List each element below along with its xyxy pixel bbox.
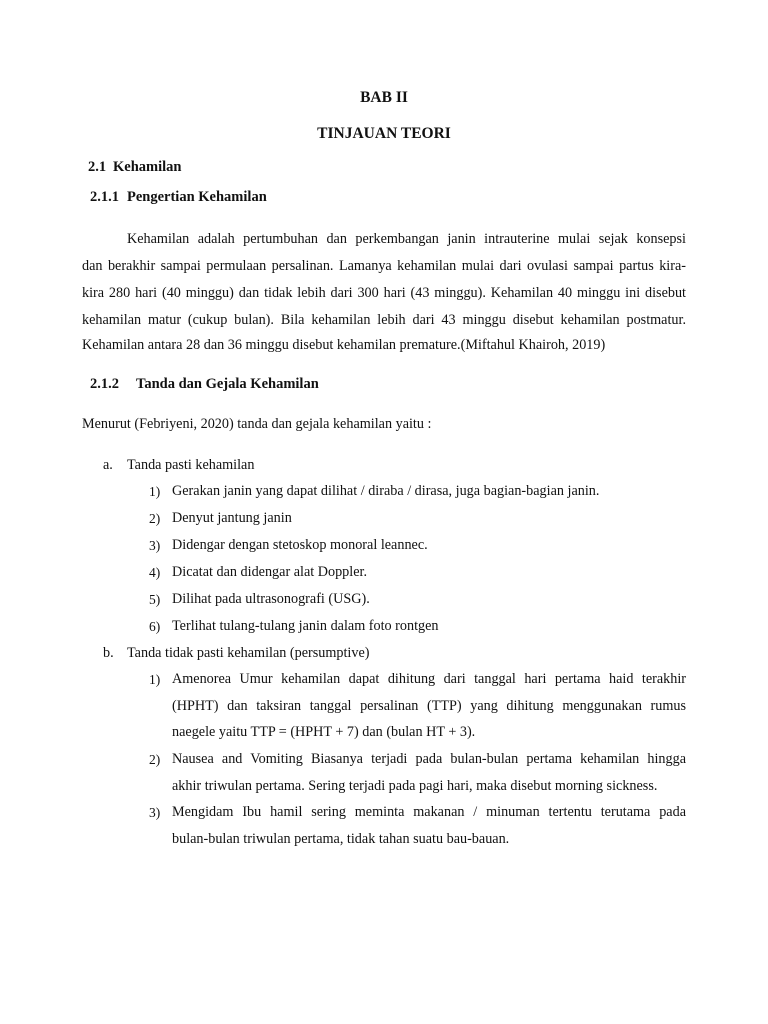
chapter-heading: BAB II bbox=[360, 89, 408, 106]
subsection-title: Tanda dan Gejala Kehamilan bbox=[136, 376, 319, 392]
list-item-line: Amenorea Umur kehamilan dapat dihitung dari tanggal hari pertama haid terakhir bbox=[172, 671, 686, 687]
list-item-line: naegele yaitu TTP = (HPHT + 7) dan (bulan HT + 3). bbox=[172, 724, 476, 740]
list-item: Denyut jantung janin bbox=[172, 510, 292, 526]
list-item-line: Nausea and Vomiting Biasanya terjadi pada bulan-bulan pertama kehamilan hingga bbox=[172, 751, 686, 767]
list-number: 1) bbox=[149, 672, 161, 687]
subsection-number: 2.1.1 bbox=[90, 189, 119, 205]
subsection-title: Pengertian Kehamilan bbox=[127, 189, 267, 205]
list-item-line: bulan-bulan triwulan pertama, tidak tahan suatu bau-bauan. bbox=[172, 831, 510, 847]
paragraph-line: Kehamilan antara 28 dan 36 minggu disebut kehamilan premature.(Miftahul Khairoh, 2019) bbox=[82, 337, 606, 353]
list-item: Gerakan janin yang dapat dilihat / diraba / dirasa, juga bagian-bagian janin. bbox=[172, 483, 600, 499]
list-number: 5) bbox=[149, 592, 161, 607]
paragraph-line: Kehamilan adalah pertumbuhan dan perkembangan janin intrauterine mulai sejak konsepsi bbox=[127, 231, 686, 247]
intro-text: Menurut (Febriyeni, 2020) tanda dan gejala kehamilan yaitu : bbox=[82, 416, 432, 432]
list-number: 3) bbox=[149, 805, 161, 820]
list-item-line: (HPHT) dan taksiran tanggal persalinan (TTP) yang dihitung menggunakan rumus bbox=[172, 698, 686, 714]
section-number: 2.1 bbox=[88, 159, 107, 175]
list-item: Dicatat dan didengar alat Doppler. bbox=[172, 564, 368, 580]
list-item-line: akhir triwulan pertama. Sering terjadi pada pagi hari, maka disebut morning sickness. bbox=[172, 778, 658, 794]
list-number: 3) bbox=[149, 538, 161, 553]
list-letter: a. bbox=[103, 457, 113, 473]
list-item: Didengar dengan stetoskop monoral leannec. bbox=[172, 537, 428, 553]
paragraph-line: kehamilan matur (cukup bulan). Bila kehamilan lebih dari 43 minggu disebut kehamilan postmatur. bbox=[82, 312, 686, 328]
list-item-line: Mengidam Ibu hamil sering meminta makanan / minuman tertentu terutama pada bbox=[172, 804, 686, 820]
list-letter: b. bbox=[103, 645, 114, 661]
list-item: Dilihat pada ultrasonografi (USG). bbox=[172, 591, 370, 607]
list-number: 1) bbox=[149, 484, 161, 499]
list-number: 4) bbox=[149, 565, 161, 580]
list-heading: Tanda pasti kehamilan bbox=[127, 457, 255, 473]
paragraph-line: kira 280 hari (40 minggu) dan tidak lebih dari 300 hari (43 minggu). Kehamilan 40 minggu ini disebut bbox=[82, 285, 686, 301]
chapter-title: TINJAUAN TEORI bbox=[317, 125, 451, 142]
list-number: 2) bbox=[149, 511, 161, 526]
paragraph-line: dan berakhir sampai permulaan persalinan. Lamanya kehamilan mulai dari ovulasi sampai partus kira- bbox=[82, 258, 686, 274]
list-item: Terlihat tulang-tulang janin dalam foto rontgen bbox=[172, 618, 439, 634]
list-heading: Tanda tidak pasti kehamilan (persumptive) bbox=[127, 645, 370, 661]
list-number: 2) bbox=[149, 752, 161, 767]
section-title: Kehamilan bbox=[113, 159, 182, 175]
subsection-number: 2.1.2 bbox=[90, 376, 119, 392]
list-number: 6) bbox=[149, 619, 161, 634]
